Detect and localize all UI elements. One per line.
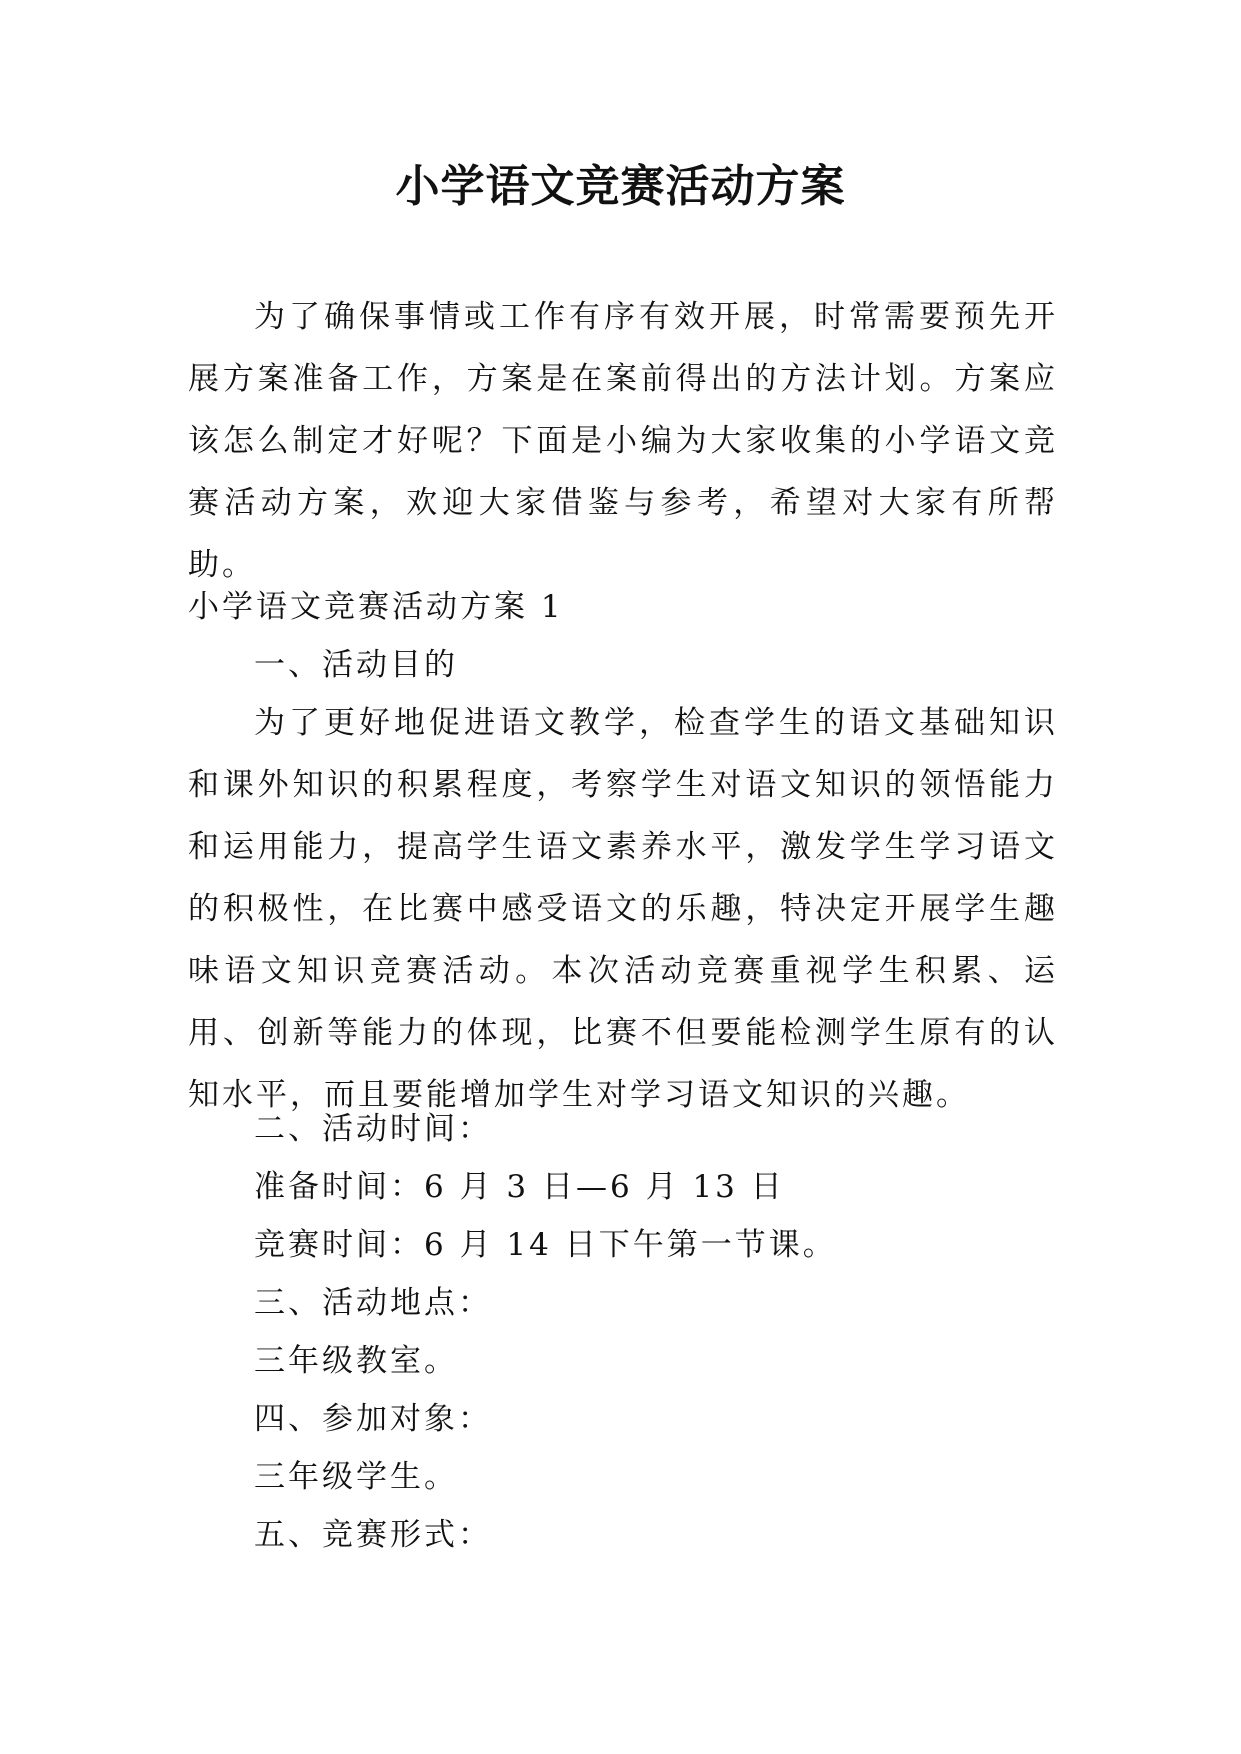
time-heading: 二、活动时间： bbox=[254, 1111, 492, 1147]
purpose-paragraph: 为了更好地促进语文教学，检查学生的语文基础知识和课外知识的积累程度，考察学生对语文知识的领悟能力和运用能力，提高学生语文素养水平，激发学生学习语文的积极性，在比赛中感受语文的乐趣，特决定开展学生趣味语文知识竞赛活动。本次活动竞赛重视学生积累、运用、创新等能力的体现，比赛不但要能检测学生原有的认知水平，而且要能增加学生对学习语文知识的兴趣。 bbox=[188, 705, 1058, 1113]
purpose-heading: 一、活动目的 bbox=[254, 647, 458, 683]
format-heading: 五、竞赛形式： bbox=[254, 1517, 492, 1553]
place-value: 三年级教室。 bbox=[254, 1343, 458, 1379]
contest-time: 竞赛时间：6 月 14 日下午第一节课。 bbox=[254, 1227, 837, 1263]
participants-value: 三年级学生。 bbox=[254, 1459, 458, 1495]
section-title: 小学语文竞赛活动方案 1 bbox=[188, 589, 564, 625]
document-title: 小学语文竞赛活动方案 bbox=[395, 161, 846, 212]
intro-paragraph: 为了确保事情或工作有序有效开展，时常需要预先开展方案准备工作，方案是在案前得出的方法计划。方案应该怎么制定才好呢？下面是小编为大家收集的小学语文竞赛活动方案，欢迎大家借鉴与参考，希望对大家有所帮助。 bbox=[188, 299, 1058, 583]
participants-heading: 四、参加对象： bbox=[254, 1401, 492, 1437]
place-heading: 三、活动地点： bbox=[254, 1285, 492, 1321]
prep-time: 准备时间：6 月 3 日—6 月 13 日 bbox=[254, 1169, 785, 1205]
